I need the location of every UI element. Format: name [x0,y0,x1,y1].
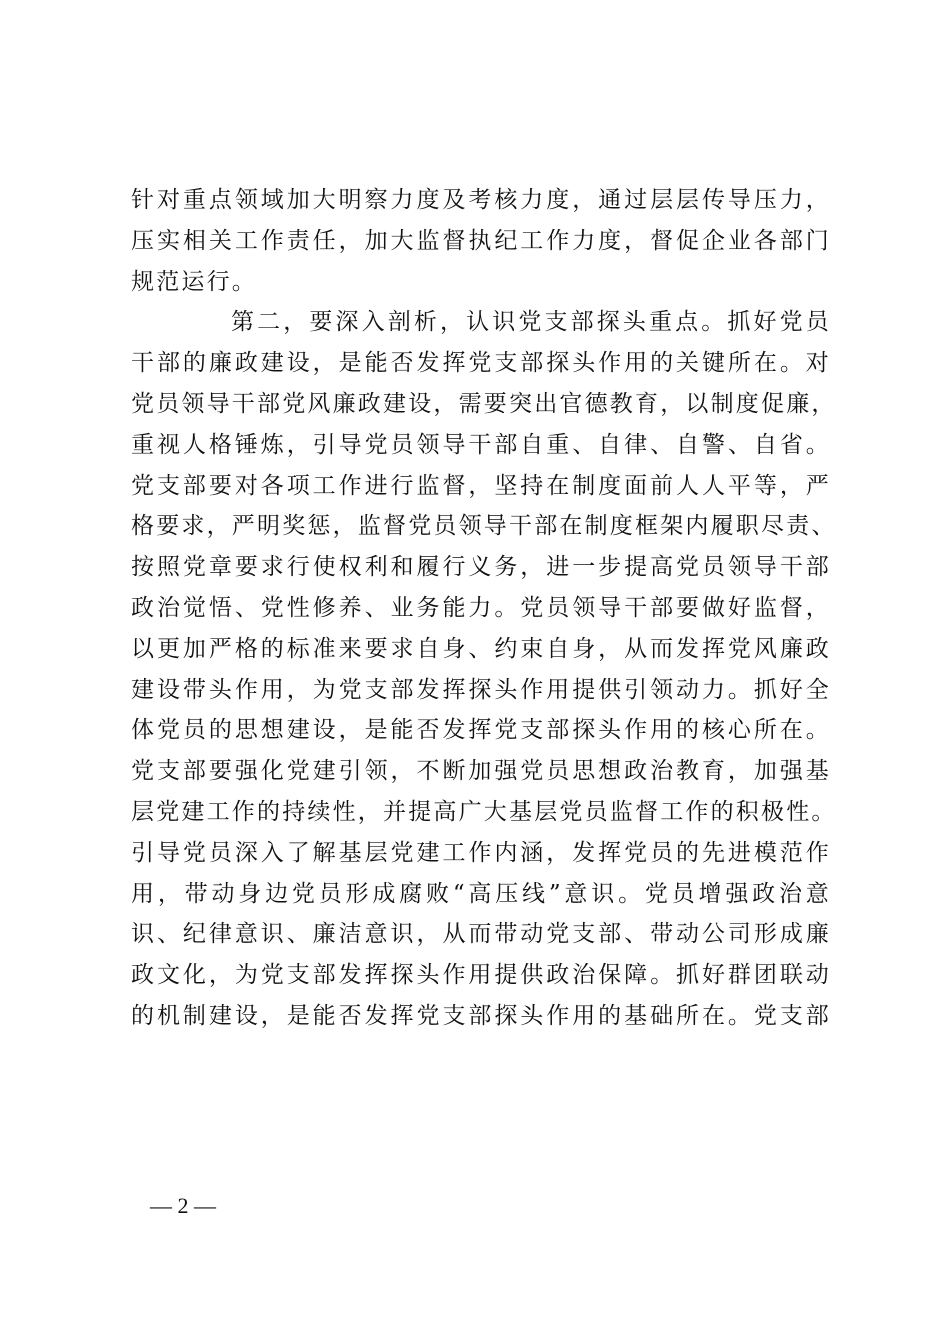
text-line: 压实相关工作责任，加大监督执纪工作力度，督促企业各部门 [131,227,831,254]
body-text [131,180,837,1037]
text-line: 规范运行。 [131,268,257,295]
text-line: 以更加严格的标准来要求自身、约束自身，从而发挥党风廉政 [131,635,831,662]
text-line: 引导党员深入了解基层党建工作内涵，发挥党员的先进模范作 [131,839,831,866]
text-line: 政文化，为党支部发挥探头作用提供政治保障。抓好群团联动 [131,962,831,989]
text-line: 重视人格锤炼，引导党员领导干部自重、自律、自警、自省。 [131,431,831,458]
text-line: 识、纪律意识、廉洁意识，从而带动党支部、带动公司形成廉 [131,921,831,948]
text-line: 政治觉悟、党性修养、业务能力。党员领导干部要做好监督， [131,594,831,621]
page-number: — 2 — [150,1193,216,1218]
text-line: 针对重点领域加大明察力度及考核力度，通过层层传导压力， [131,187,831,213]
text-line: 层党建工作的持续性，并提高广大基层党员监督工作的积极性。 [131,798,837,825]
text-line: 党支部要强化党建引领，不断加强党员思想政治教育，加强基 [131,758,831,785]
text-line: 按照党章要求行使权利和履行义务，进一步提高党员领导干部 [131,554,831,581]
text-line: 格要求，严明奖惩，监督党员领导干部在制度框架内履职尽责、 [131,513,837,540]
text-line: 建设带头作用，为党支部发挥探头作用提供引领动力。抓好全 [131,676,831,703]
text-line: 体党员的思想建设，是能否发挥党支部探头作用的核心所在。 [131,717,831,744]
text-line: 党员领导干部党风廉政建设，需要突出官德教育，以制度促廉， [131,390,837,417]
paragraph-start-line: 第二，要深入剖析，认识党支部探头重点。抓好党员 [231,309,831,336]
text-line: 的机制建设，是能否发挥党支部探头作用的基础所在。党支部 [131,1002,831,1029]
text-line: 党支部要对各项工作进行监督，坚持在制度面前人人平等，严 [131,472,831,499]
text-line: 干部的廉政建设，是能否发挥党支部探头作用的关键所在。对 [131,350,831,377]
text-line: 用，带动身边党员形成腐败“高压线”意识。党员增强政治意 [131,880,831,907]
